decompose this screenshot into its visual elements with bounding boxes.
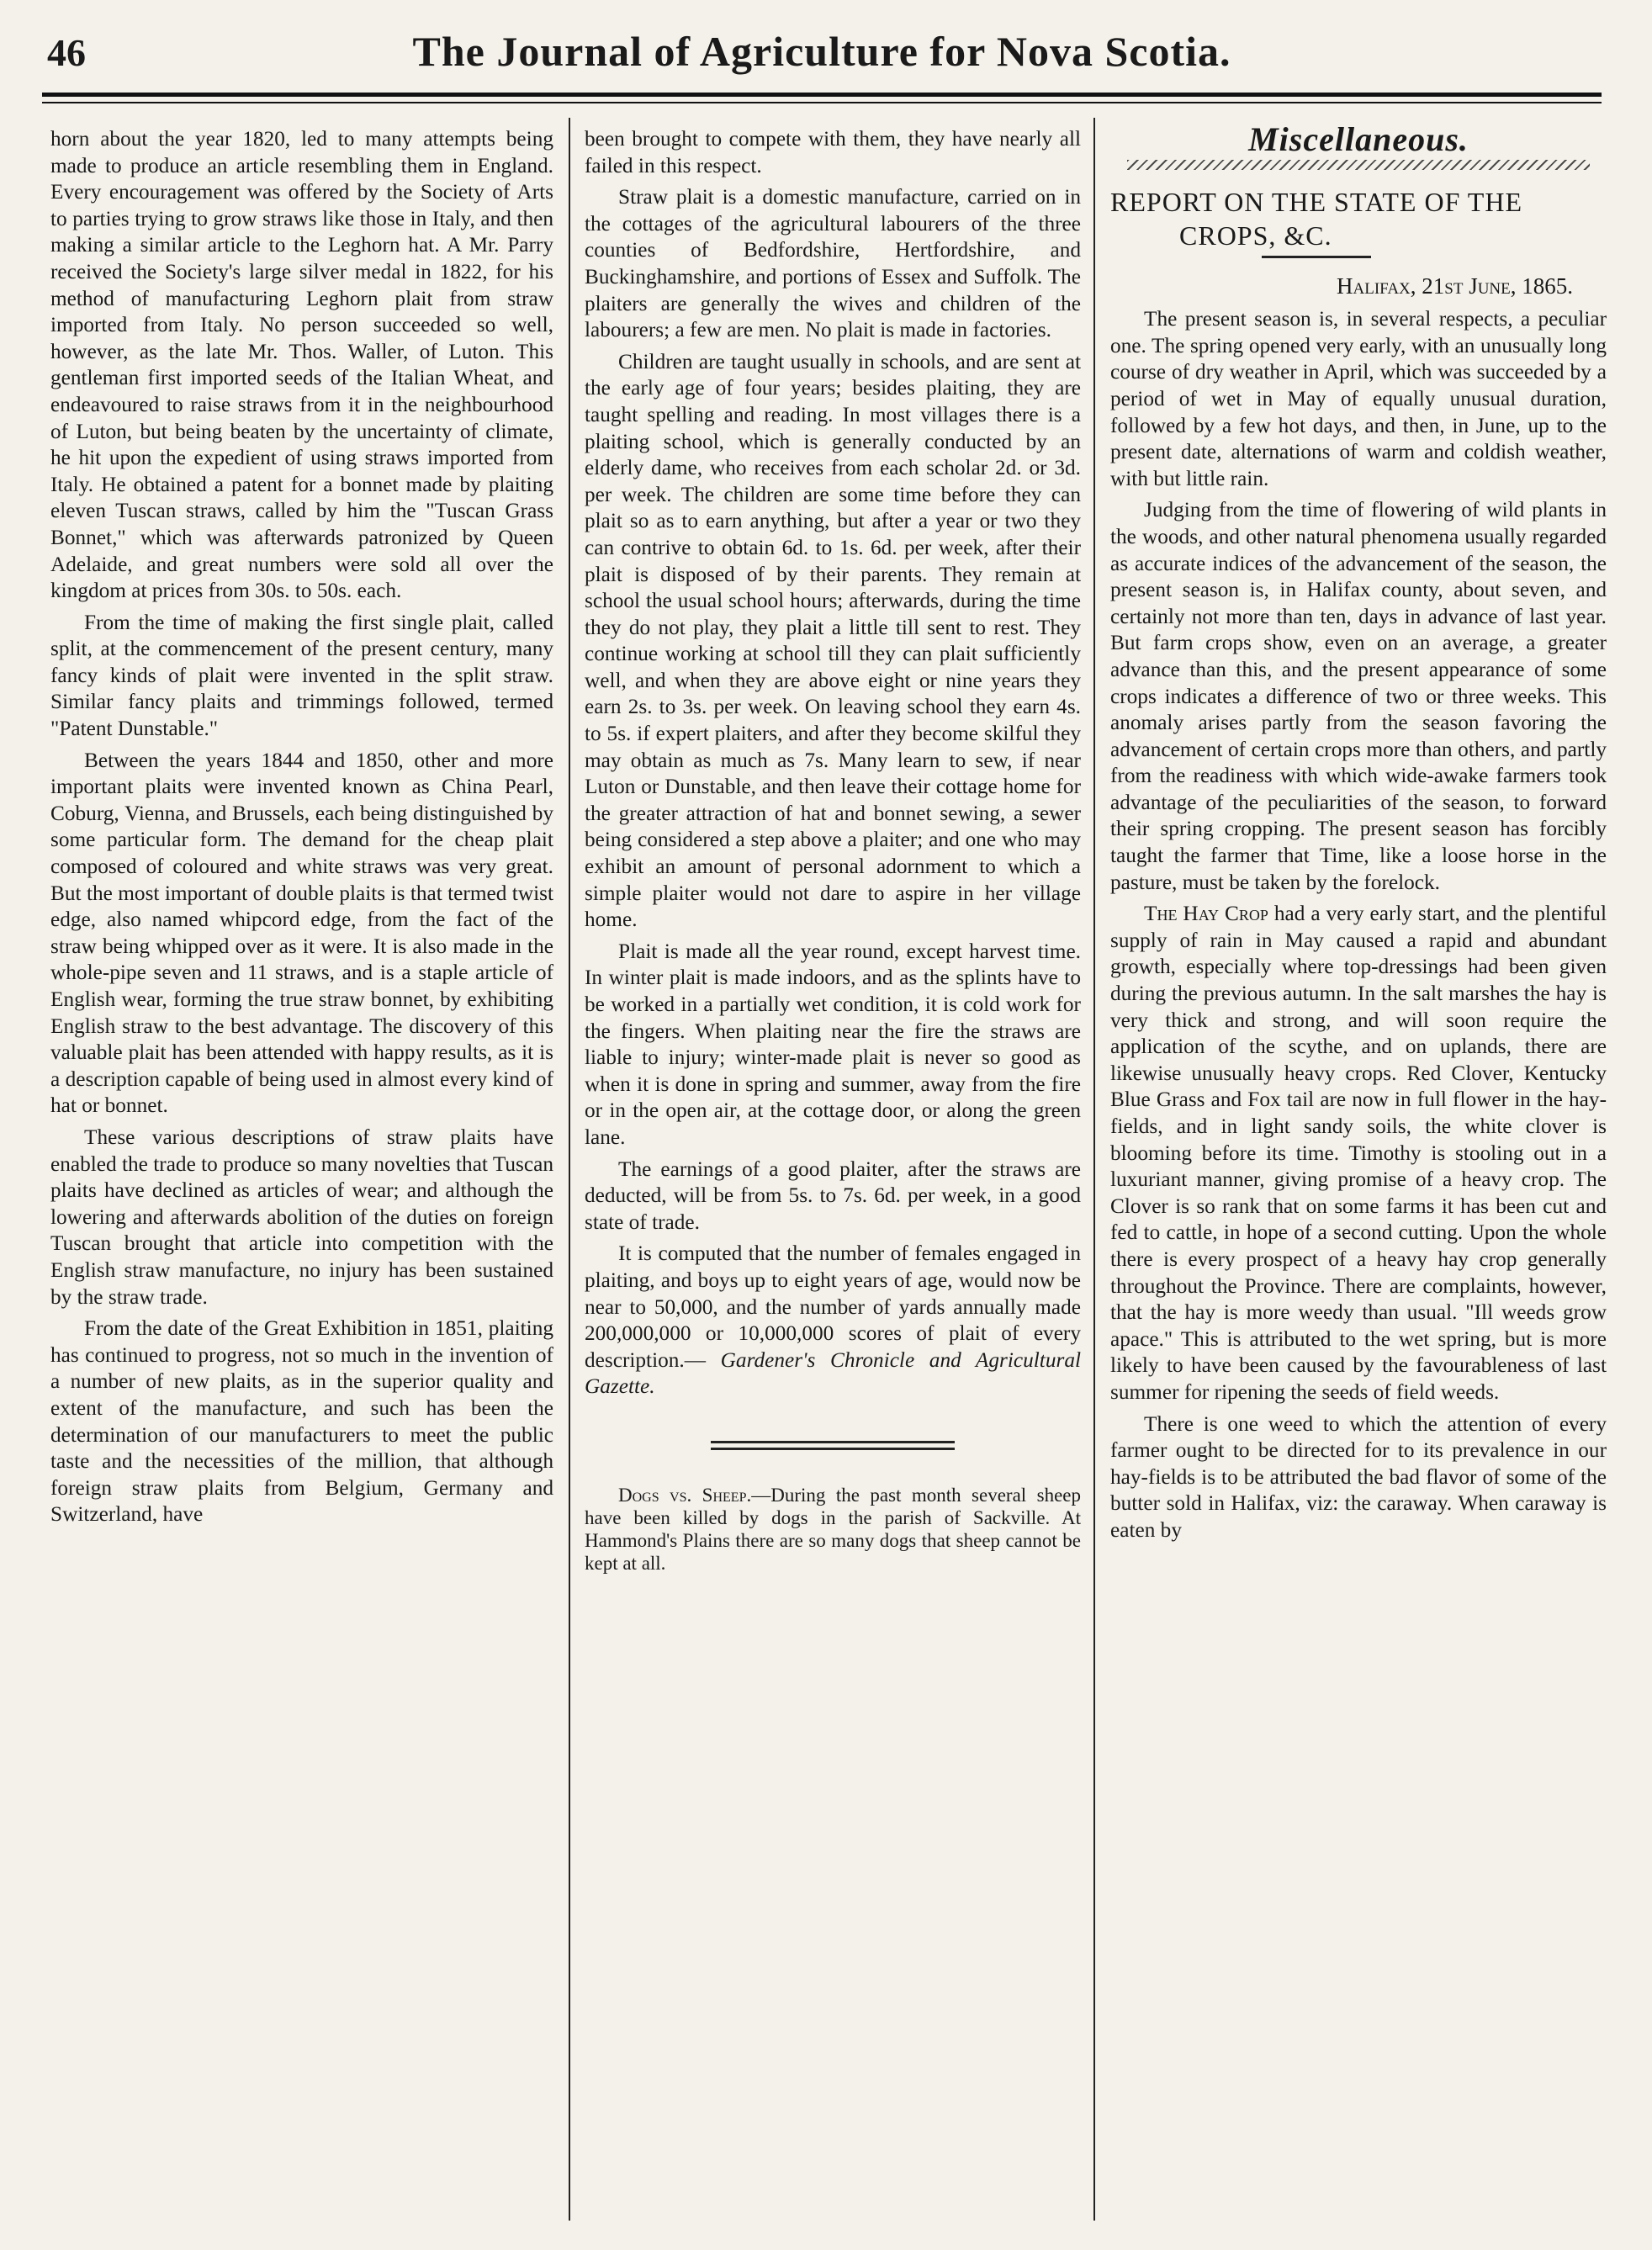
- col2-paragraph: been brought to compete with them, they have nearly all failed in this respect.: [585, 127, 1081, 177]
- section-ornament: [1127, 160, 1590, 170]
- journal-title: The Journal of Agriculture for Nova Scotia.: [412, 28, 1231, 75]
- column-2: [585, 126, 1081, 1580]
- col1-paragraph: These various descriptions of straw plaits have enabled the trade to produce so many novelties that Tuscan plaits have declined as articles of wear; and although the lowering and afterwards abolition of the duties on foreign Tuscan brought that article into competition with the English straw manufacture, no injury has been sustained by the straw trade.: [50, 1125, 553, 1309]
- col3-paragraph: [1110, 901, 1607, 1406]
- col2-paragraph: The earnings of a good plaiter, after the straws are deducted, will be from 5s. to 7s. 6d. per week, in a good state of trade.: [585, 1157, 1081, 1234]
- page-number: 46: [47, 31, 86, 74]
- column-divider-1: [569, 118, 570, 2221]
- dogs-heading: Dogs vs. Sheep.: [618, 1484, 752, 1506]
- page-header: [42, 24, 1602, 91]
- report-title: [1110, 185, 1607, 252]
- dateline: Halifax, 21st June, 1865.: [1337, 273, 1573, 299]
- col1-paragraph: From the date of the Great Exhibition in 1851, plaiting has continued to progress, not so much in the invention of a number of new plaits, as in the superior quality and extent of the manufacture, and such has been the determination of our manufacturers to meet the public taste and the necessities of the million, that although foreign straw plaits from Belgium, Germany and Switzerland, have: [50, 1316, 553, 1527]
- hay-crop-text: had a very early start, and the plentiful supply of rain in May caused a rapid and abundant growth, especially where top-dressings had been given during the previous autumn. In the salt marshes the hay is very thick and strong, and will soon require the application of the scythe, and on uplands, there are likewise unusually heavy crops. Red Clover, Kentucky Blue Grass and Fox tail are now in full flower in the hay-fields, and in light sandy soils, the white clover is blooming before its time. Timothy is stooling out in a luxuriant manner, giving promise of a heavy crop. The Clover is so rank that on some farms it has been cut and fed to cattle, in hope of a second cutting. Upon the whole there is every prospect of a heavy hay crop generally throughout the Province. There are complaints, however, that the hay is more weedy than usual. "Ill weeds grow apace." This is attributed to the wet spring, but is more likely to have been caused by the favourableness of last summer for ripening the seeds of field weeds.: [1110, 902, 1607, 1404]
- title-rule: [1262, 256, 1371, 258]
- column-1: [50, 126, 553, 1533]
- report-title-line-2: CROPS, &C.: [1179, 220, 1332, 251]
- dogs-text: —During the past month several sheep have been killed by dogs in the parish of Sackville. At Hammond's Plains there are so many dogs that sheep cannot be kept at all.: [585, 1484, 1081, 1574]
- col1-paragraph: From the time of making the first single plait, called split, at the commencement of the present century, many fancy kinds of plait were invented in the split straw. Similar fancy plaits and trimmings followed, termed "Patent Dunstable.": [50, 610, 553, 741]
- section-title: Miscellaneous.: [1248, 120, 1469, 158]
- column-divider-2: [1093, 118, 1095, 2221]
- dogs-vs-sheep-notice: [585, 1484, 1081, 1575]
- header-rule-thick: [42, 93, 1602, 97]
- col3-paragraph: The present season is, in several respects, a peculiar one. The spring opened very early, with an unusually long course of dry weather in April, which was succeeded by a period of wet in May of equally unusual duration, followed by a few hot days, and then, in June, up to the present date, alternations of warm and coldish weather, with but little rain.: [1110, 307, 1607, 490]
- col2-paragraph-text: It is computed that the number of females engaged in plaiting, and boys up to eight years of age, would now be near to 50,000, and the number of yards annually made 200,000,000 or 10,000,000 scores of plait of every description.—: [585, 1241, 1081, 1372]
- article-separator: [711, 1441, 955, 1450]
- column-3: [1110, 120, 1607, 1549]
- hay-crop-heading: The Hay Crop: [1144, 902, 1268, 926]
- col3-paragraph: Judging from the time of flowering of wild plants in the woods, and other natural phenomena usually regarded as accurate indices of the advancement of the season, the present season is, in Halifax county, about seven, and certainly not more than ten, days in advance of last year. But farm crops show, even on an average, a greater advance than this, and the present appearance of some crops indicates a difference of two or three weeks. This anomaly arises partly from the season favoring the advancement of certain crops more than others, and partly from the readiness with which wide-awake farmers took advantage of the peculiarities of the season, to forward their spring cropping. The present season has forcibly taught the farmer that Time, like a loose horse in the pasture, must be taken by the forelock.: [1110, 498, 1607, 894]
- col1-paragraph: horn about the year 1820, led to many attempts being made to produce an article resembling them in England. Every encouragement was offered by the Society of Arts to parties trying to grow straws like those in Italy, and then making a similar article to the Leghorn hat. A Mr. Parry received the Society's large silver medal in 1822, for his method of manufacturing Leghorn plait from straw imported from Italy. No person succeeded so well, however, as the late Mr. Thos. Waller, of Luton. This gentleman first imported seeds of the Italian Wheat, and endeavoured to raise straws from it in the neighbourhood of Luton, but being beaten by the uncertainty of climate, he hit upon the expedient of using straws imported from Italy. He obtained a patent for a bonnet made by plaiting eleven Tuscan straws, called by him the "Tuscan Grass Bonnet," which was afterwards patronized by Queen Adelaide, and great numbers were sold all over the kingdom at prices from 30s. to 50s. each.: [50, 127, 553, 603]
- col3-paragraph: There is one weed to which the attention of every farmer ought to be directed for to its prevalence in our hay-fields is to be attributed the bad flavor of some of the butter sold in Halifax, viz: the caraway. When caraway is eaten by: [1110, 1411, 1607, 1542]
- report-title-line-1: REPORT ON THE STATE OF THE: [1110, 186, 1522, 217]
- col2-paragraph: Children are taught usually in schools, and are sent at the early age of four years; besides plaiting, they are taught spelling and reading. In most villages there is a plaiting school, which is generally conducted by an elderly dame, who receives from each scholar 2d. or 3d. per week. The children are some time before they can plait so as to earn anything, but after a year or two they can contrive to obtain 6d. to 1s. 6d. per week, after their plait is disposed of by their parents. They remain at school the usual school hours; afterwards, during the time they do not play, they plait a little till sent to rest. They continue working at school till they can plait sufficiently well, and when they are above eight or nine years they earn 2s. to 3s. per week. On leaving school they earn 4s. to 5s. if expert plaiters, and after they become skilful they may obtain as much as 7s. Many learn to sew, if near Luton or Dunstable, and then leave their cottage home for the greater attraction of hat and bonnet sewing, a sewer being considered a step above a plaiter; and one who may exhibit an amount of personal adornment to which a simple plaiter would not dare to aspire in her village home.: [585, 349, 1081, 932]
- col2-paragraph: Plait is made all the year round, except harvest time. In winter plait is made indoors, and as the splints have to be worked in a partially wet condition, it is cold work for the fingers. When plaiting near the fire the straws are liable to injury; winter-made plait is never so good as when it is done in spring and summer, away from the fire or in the open air, at the cottage door, or along the green lane.: [585, 939, 1081, 1149]
- header-rule-thin: [42, 102, 1602, 103]
- article-source: Gardener's Chronicle and Agricultural Gazette.: [585, 1347, 1081, 1399]
- col1-paragraph: Between the years 1844 and 1850, other and more important plaits were invented known as China Pearl, Coburg, Vienna, and Brussels, each being distinguished by some particular form. The demand for the cheap plait composed of coloured and white straws was very great. But the most important of double plaits is that termed twist edge, also named whipcord edge, from the fact of the straw being whipped over as it were. It is also made in the whole-pipe seven and 11 straws, and is a staple article of English wear, forming the true straw bonnet, by exhibiting English straw to the best advantage. The discovery of this valuable plait has been attended with happy results, as it is a description capable of being used in almost every kind of hat or bonnet.: [50, 748, 553, 1118]
- col2-paragraph: Straw plait is a domestic manufacture, carried on in the cottages of the agricultural labourers of the three counties of Bedfordshire, Hertfordshire, and Buckinghamshire, and portions of Essex and Suffolk. The plaiters are generally the wives and children of the labourers; a few are men. No plait is made in factories.: [585, 185, 1081, 342]
- col2-paragraph: [585, 1241, 1081, 1400]
